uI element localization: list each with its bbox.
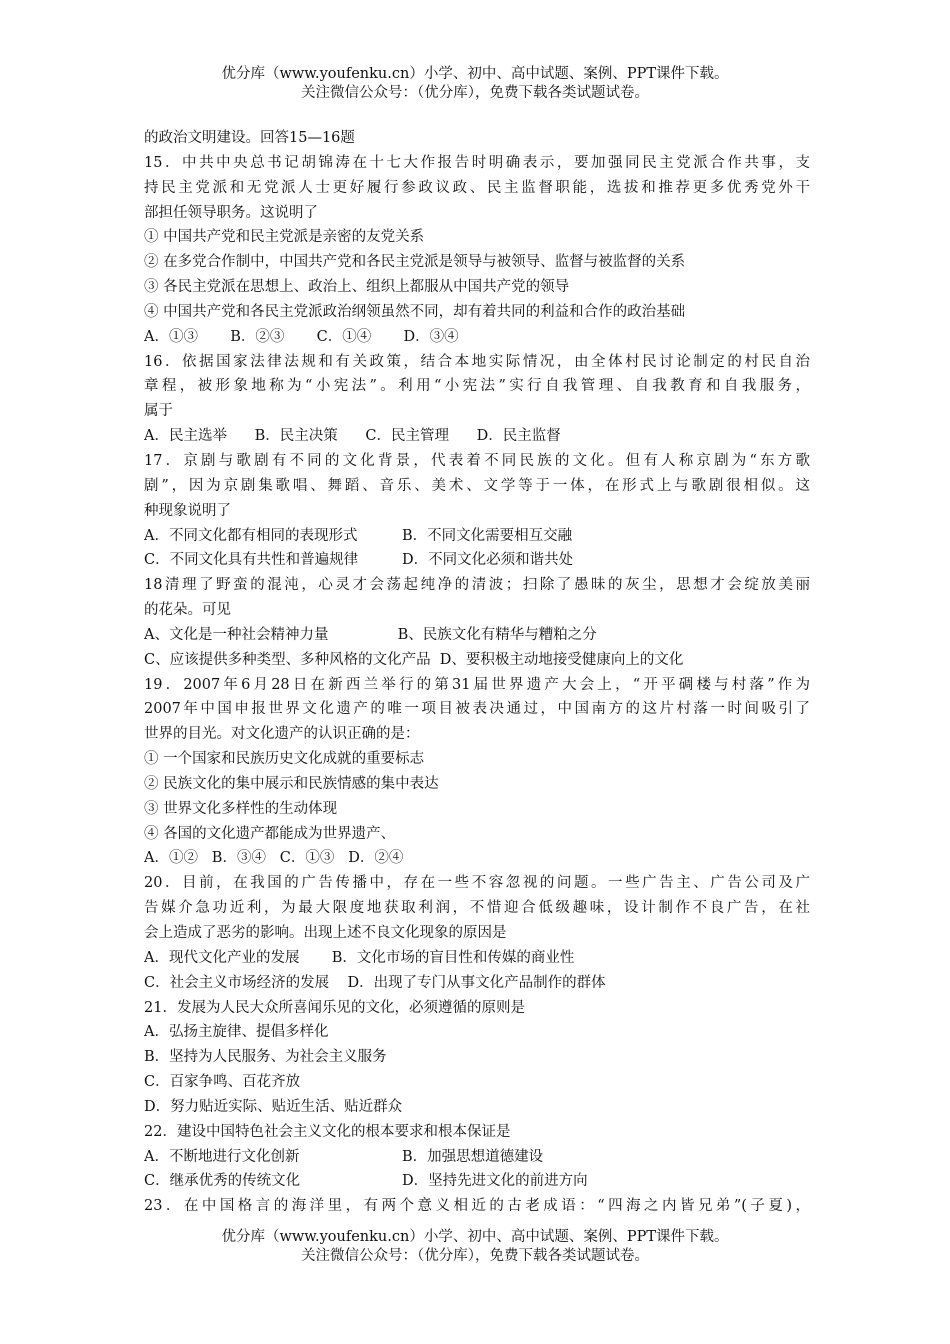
q18-stem-line-2: 的花朵。可见 [144,602,231,619]
q17-options-row-2 [144,548,810,573]
q21-option-c: C．百家争鸣、百花齐放 [144,1074,301,1091]
q17-option-d: D．不同文化必须和谐共处 [402,552,574,569]
q17-stem-line-2: 剧”，因为京剧集歌唱、舞蹈、音乐、美术、文学等于一体，在形式上与歌剧很相似。这 [144,477,810,494]
q17-stem-line-3: 种现象说明了 [144,502,231,519]
q20-options-row-2: C．社会主义市场经济的发展 D．出现了专门从事文化产品制作的群体 [144,974,606,991]
q15-item-2: ② 在多党合作制中，中国共产党和各民主党派是领导与被领导、监督与被监督的关系 [144,254,686,271]
q15-item-3: ③ 各民主党派在思想上、政治上、组织上都服从中国共产党的领导 [144,279,570,296]
footer-line-1: 优分库（www.youfenku.cn）小学、初中、高中试题、案例、PPT课件下载。 [221,1229,729,1245]
q21-option-b: B．坚持为人民服务、为社会主义服务 [144,1049,387,1066]
q19-options: A．①② B．③④ C．①③ D．②④ [144,850,404,867]
q18-options-row-2: C、应该提供多种类型、多种风格的文化产品 D、要积极主动地接受健康向上的文化 [144,651,684,668]
q15-stem-line-3: 部担任领导职务。这说明了 [144,204,318,221]
q22-stem: 22．建设中国特色社会主义文化的根本要求和根本保证是 [144,1123,511,1140]
q19-item-1: ① 一个国家和民族历史文化成就的重要标志 [144,751,425,768]
q19-stem-line-1: 19．2007年6月28日在新西兰举行的第31届世界遗产大会上，“开平碉楼与村落”作为 [144,676,810,693]
q21-option-a: A．弘扬主旋律、提倡多样化 [144,1024,329,1041]
q15-item-4: ④ 中国共产党和各民主党派政治纲领虽然不同，却有着共同的利益和合作的政治基础 [144,303,686,320]
q15-stem-line-1: 15．中共中央总书记胡锦涛在十七大作报告时明确表示，要加强同民主党派合作共事，支 [144,154,810,171]
q17-option-b: B．不同文化需要相互交融 [402,527,573,544]
document-body [144,126,810,1219]
q16-stem-line-1: 16．依据国家法律法规和有关政策，结合本地实际情况，由全体村民讨论制定的村民自治 [144,353,810,370]
intro-text: 的政治文明建设。回答15—16题 [144,130,355,146]
header-line-2: 关注微信公众号：（优分库），免费下载各类试题试卷。 [301,85,649,101]
q20-options-row-1: A．现代文化产业的发展 B．文化市场的盲目性和传媒的商业性 [144,949,575,966]
q17-option-c: C．不同文化具有共性和普遍规律 [144,552,359,569]
q19-stem-line-3: 世界的目光。对文化遗产的认识正确的是： [144,726,420,743]
q17-option-a: A．不同文化都有相同的表现形式 [144,527,358,544]
q21-option-d: D．努力贴近实际、贴近生活、贴近群众 [144,1098,403,1115]
q22-options-row-2 [144,1169,810,1194]
q20-stem-line-3: 会上造成了恶劣的影响。出现上述不良文化现象的原因是 [144,925,507,941]
q16-options: A．民主选举 B．民主决策 C．民主管理 D．民主监督 [144,428,561,445]
footer-line-2: 关注微信公众号：（优分库），免费下载各类试题试卷。 [301,1248,649,1264]
q22-option-b: B．加强思想道德建设 [402,1148,544,1165]
q16-stem-line-2: 章程，被形象地称为“小宪法”。利用“小宪法”实行自我管理、自我教育和自我服务， [144,378,810,395]
q21-stem: 21．发展为人民大众所喜闻乐见的文化，必须遵循的原则是 [144,999,525,1016]
q18-options-row-1: A、文化是一种社会精神力量 B、民族文化有精华与糟粕之分 [144,626,597,643]
page-header [0,65,950,103]
q22-options-row-1 [144,1145,810,1170]
q19-item-4: ④ 各国的文化遗产都能成为世界遗产、 [144,825,396,842]
q19-item-3: ③ 世界文化多样性的生动体现 [144,800,338,817]
q15-item-1: ① 中国共产党和民主党派是亲密的友党关系 [144,229,425,246]
q20-stem-line-2: 告媒介急功近利，为最大限度地获取利润，不惜迎合低级趣味，设计制作不良广告，在社 [144,900,810,917]
q22-option-d: D．坚持先进文化的前进方向 [402,1173,588,1190]
q19-item-2: ② 民族文化的集中展示和民族情感的集中表达 [144,775,439,792]
q15-stem-line-2: 持民主党派和无党派人士更好履行参政议政、民主监督职能，选拔和推荐更多优秀党外干 [144,179,810,196]
q23-stem: 23．在中国格言的海洋里，有两个意义相近的古老成语：“四海之内皆兄弟”(子夏)， [144,1198,810,1215]
q18-stem-line-1: 18清理了野蛮的混沌，心灵才会荡起纯净的清波；扫除了愚昧的灰尘，思想才会绽放美丽 [144,577,810,594]
q19-stem-line-2: 2007年中国申报世界文化遗产的唯一项目被表决通过，中国南方的这片村落一时间吸引了 [144,701,810,718]
q17-stem-line-1: 17．京剧与歌剧有不同的文化背景，代表着不同民族的文化。但有人称京剧为“东方歌 [144,452,810,469]
q16-stem-line-3: 属于 [144,403,173,420]
q22-option-a: A．不断地进行文化创新 [144,1148,300,1165]
q17-options-row-1 [144,524,810,549]
q22-option-c: C．继承优秀的传统文化 [144,1173,301,1190]
header-line-1: 优分库（www.youfenku.cn）小学、初中、高中试题、案例、PPT课件下载。 [221,66,729,82]
page-footer [0,1228,950,1266]
q15-options: A．①③ B．②③ C．①④ D．③④ [144,328,459,345]
q20-stem-line-1: 20．目前，在我国的广告传播中，存在一些不容忽视的问题。一些广告主、广告公司及广 [144,875,810,892]
